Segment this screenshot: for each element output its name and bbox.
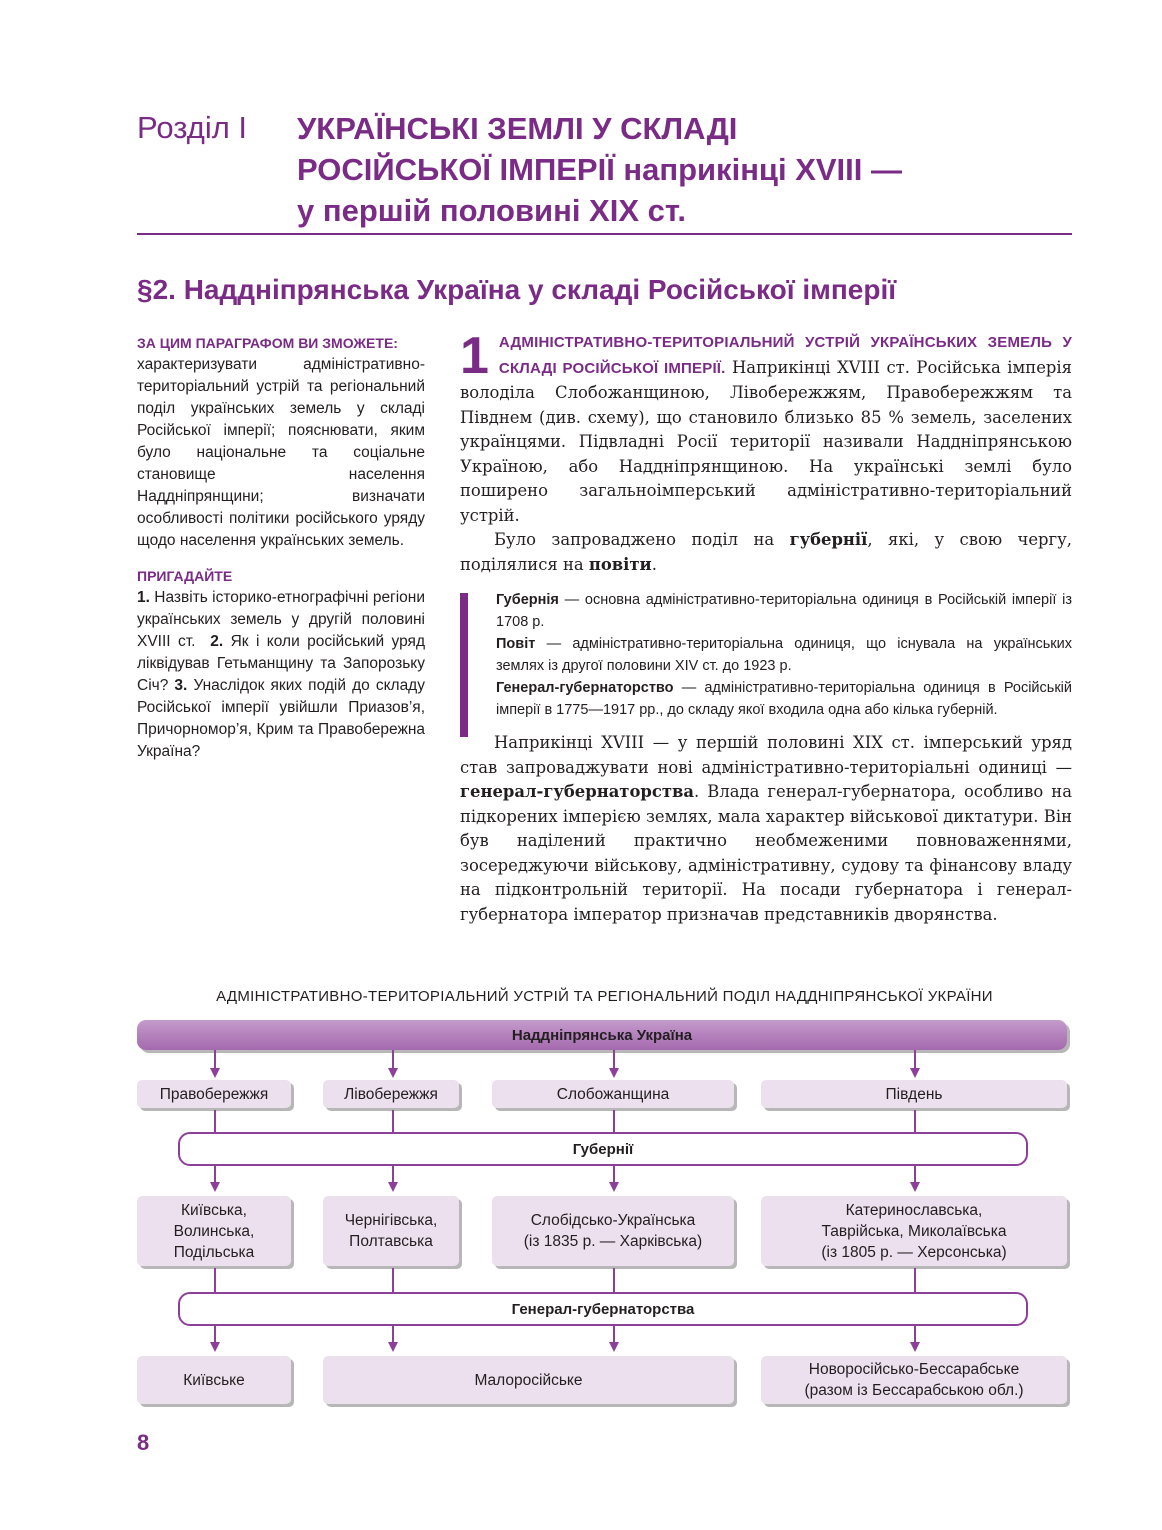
recall-question: Назвіть історико-етнографічні регіони українських земель у другій половині XVIII ст. <box>137 589 425 650</box>
section-title: §2. Наддніпрянська Україна у складі Російської імперії <box>137 274 897 305</box>
connector <box>392 1110 394 1134</box>
connector <box>914 1110 916 1134</box>
region-box: Південь <box>761 1080 1067 1108</box>
paragraph-1-text: Наприкінці XVIII ст. Російська імперія володіла Слобожанщиною, Лівобережжям, Правобережжям та Півднем (див. схему), що становило близько 85 % земель, заселених українцями. Підвладні Росії території називали Наддніпрянською Україною, або Наддніпрянщиною. На українські землі було поширено загальноімперський адміністративно-територіальний устрій. <box>460 357 1072 525</box>
gubernia-box: Чернігівська, Полтавська <box>323 1196 459 1266</box>
paragraph-2 <box>460 528 1072 577</box>
goals-block <box>137 332 425 552</box>
text-run: . <box>651 554 657 574</box>
recall-text <box>137 587 425 763</box>
gubernia-box: Слобідсько-Українська (із 1835 р. — Харківська) <box>492 1196 734 1266</box>
paragraph-1 <box>460 327 1072 528</box>
arrow-icon <box>910 1342 920 1352</box>
definition <box>496 677 1072 721</box>
gg-frame: Генерал-губернаторства <box>178 1292 1028 1326</box>
text-run: . Влада генерал-губернатора, особливо на підкорених імперією землях, мала характер військової диктатури. Він був наділений практично необмеженими повноваженнями, зосереджуючи військову, адміністративну, судову та фінансову владу на підконтрольній території. На посади губернатора і генерал-губернатора імператор призначав представників дворянства. <box>460 782 1072 924</box>
term-gubernii: губернії <box>789 530 868 549</box>
definition-text: — адміністративно-територіальна одиниця, що існувала на українських землях із другої половини XIV ст. до 1923 р. <box>496 636 1072 674</box>
definition-term: Генерал-губернаторство <box>496 680 674 696</box>
connector <box>613 1268 615 1294</box>
connector <box>214 1166 216 1182</box>
arrow-icon <box>388 1068 398 1078</box>
recall-num: 3. <box>174 677 188 694</box>
connector <box>914 1166 916 1182</box>
connector <box>914 1050 916 1068</box>
text-run: Наприкінці XVIII — у першій половині XIX ст. імперський уряд став запроваджувати нові адміністративно-територіальні одиниці — <box>460 733 1072 777</box>
text-run: Було запроваджено поділ на <box>494 530 790 549</box>
gubernii-frame: Губернії <box>178 1132 1028 1166</box>
chapter-label: Розділ I <box>137 110 248 145</box>
connector <box>214 1268 216 1294</box>
chapter-title-line: РОСІЙСЬКОЇ ІМПЕРІЇ наприкінці XVIII — <box>297 152 902 187</box>
arrow-icon <box>388 1182 398 1192</box>
connector <box>914 1326 916 1342</box>
recall-question: Як і коли російський уряд ліквідував Гетьманщину та Запорозьку Січ? <box>137 633 425 694</box>
recall-num: 1. <box>137 589 150 606</box>
arrow-icon <box>210 1068 220 1078</box>
recall-num: 2. <box>210 633 224 650</box>
arrow-icon <box>388 1342 398 1352</box>
definition-term: Повіт <box>496 636 536 652</box>
arrow-icon <box>609 1182 619 1192</box>
connector <box>214 1326 216 1342</box>
definitions-box <box>460 589 1072 721</box>
recall-question: Унаслідок яких подій до складу Російської імперії увійшли Приазов’я, Причорномор’я, Крим та Правобережна Україна? <box>137 677 425 760</box>
page-number: 8 <box>137 1430 150 1455</box>
gubernia-box: Катеринославська, Таврійська, Миколаївська (із 1805 р. — Херсонська) <box>761 1196 1067 1266</box>
recall-block <box>137 565 425 763</box>
paragraph-number: 1 <box>460 327 489 385</box>
connector <box>214 1110 216 1134</box>
goals-text: характеризувати адміністративно-територіальний устрій та регіональний поділ українських земель у складі Російської імперії; пояснювати, яким було національне та соціальне становище населення Наддніпрянщини; визначати особливості політики російського уряду щодо населення українських земель. <box>137 356 425 549</box>
definition-text: — основна адміністративно-територіальна одиниця в Російській імперії із 1708 р. <box>496 592 1072 630</box>
recall-heading: ПРИГАДАЙТЕ <box>137 568 233 584</box>
arrow-icon <box>910 1068 920 1078</box>
connector <box>392 1166 394 1182</box>
connector <box>392 1326 394 1342</box>
connector <box>613 1050 615 1068</box>
definition <box>496 589 1072 633</box>
connector <box>392 1050 394 1068</box>
arrow-icon <box>609 1342 619 1352</box>
definition-term: Губернія <box>496 592 559 608</box>
connector <box>392 1268 394 1294</box>
connector <box>214 1050 216 1068</box>
connector <box>613 1110 615 1134</box>
arrow-icon <box>210 1182 220 1192</box>
region-box: Правобережжя <box>137 1080 291 1108</box>
term-gg: генерал-губернаторства <box>460 782 695 801</box>
connector <box>914 1268 916 1294</box>
gubernia-box: Київська, Волинська, Подільська <box>137 1196 291 1266</box>
subheading: АДМІНІСТРАТИВНО-ТЕРИТОРІАЛЬНИЙ УСТРІЙ УКРАЇНСЬКИХ ЗЕМЕЛЬ У СКЛАДІ РОСІЙСЬКОЇ ІМПЕРІЇ. <box>498 334 1072 377</box>
goals-heading: ЗА ЦИМ ПАРАГРАФОМ ВИ ЗМОЖЕТЕ: <box>137 335 398 351</box>
gg-box: Київське <box>137 1356 291 1404</box>
scheme-root: Наддніпрянська Україна <box>137 1020 1067 1050</box>
arrow-icon <box>609 1068 619 1078</box>
text-run: , які, у свою чергу, поділялися на <box>460 530 1072 574</box>
connector <box>613 1326 615 1342</box>
arrow-icon <box>210 1342 220 1352</box>
chapter-title-line: у першій половині XIX ст. <box>297 193 686 228</box>
connector <box>613 1166 615 1182</box>
paragraph-3 <box>460 731 1072 927</box>
region-box: Слобожанщина <box>492 1080 734 1108</box>
definition-text: — адміністративно-територіальна одиниця в Російській імперії в 1775—1917 рр., до складу якої входила одна або кілька губерній. <box>496 680 1072 718</box>
gg-box: Новоросійсько-Бессарабське (разом із Бессарабською обл.) <box>761 1356 1067 1404</box>
gg-box: Малоросійське <box>323 1356 734 1404</box>
chapter-title <box>297 108 1077 231</box>
arrow-icon <box>910 1182 920 1192</box>
region-box: Лівобережжя <box>323 1080 459 1108</box>
header-divider <box>137 233 1072 235</box>
chapter-title-line: УКРАЇНСЬКІ ЗЕМЛІ У СКЛАДІ <box>297 111 738 146</box>
term-povity: повіти <box>588 554 652 574</box>
main-text <box>460 327 1072 927</box>
definition <box>496 633 1072 677</box>
scheme-title: АДМІНІСТРАТИВНО-ТЕРИТОРІАЛЬНИЙ УСТРІЙ ТА РЕГІОНАЛЬНИЙ ПОДІЛ НАДДНІПРЯНСЬКОЇ УКРАЇНИ <box>216 988 993 1005</box>
definitions-bar <box>460 593 468 737</box>
